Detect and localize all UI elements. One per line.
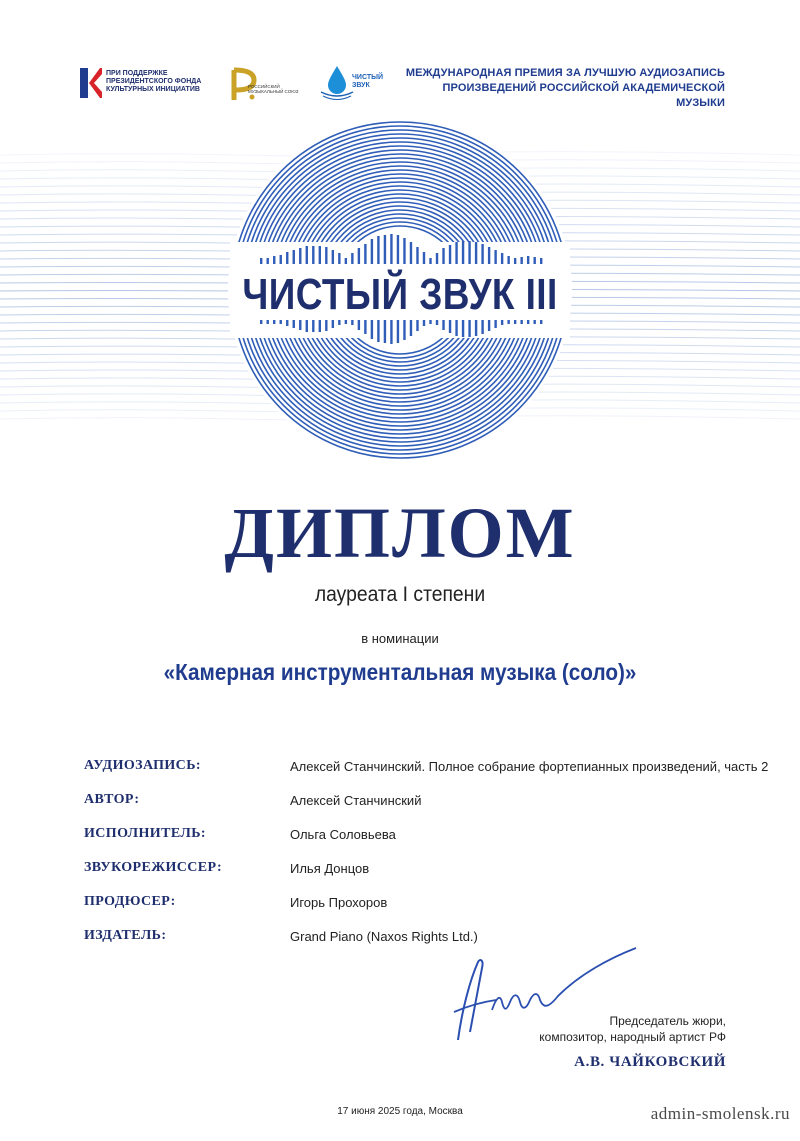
wave-bar	[286, 320, 288, 326]
wave-bar	[540, 258, 542, 264]
presidential-fund-icon	[80, 68, 102, 98]
wave-bar	[293, 320, 295, 328]
detail-label: ИСПОЛНИТЕЛЬ:	[84, 826, 206, 841]
wave-bar	[507, 256, 509, 264]
chair-role-line: композитор, народный артист РФ	[539, 1030, 726, 1044]
wave-bar	[468, 320, 470, 337]
wave-bar	[371, 239, 373, 264]
wave-bar	[475, 320, 477, 336]
wave-bar	[507, 320, 509, 324]
wave-bar	[364, 244, 366, 264]
wave-bar	[494, 320, 496, 328]
wave-bar	[267, 258, 269, 264]
brand-title: ЧИСТЫЙ ЗВУК III	[242, 270, 558, 319]
wave-bar	[429, 320, 431, 324]
wave-bar	[390, 234, 392, 264]
prize-title	[395, 66, 725, 111]
wave-bar	[384, 235, 386, 264]
wave-bar	[527, 256, 529, 264]
wave-bar	[410, 320, 412, 336]
wave-bar	[462, 241, 464, 264]
wave-bar	[468, 241, 470, 264]
detail-label: АУДИОЗАПИСЬ:	[84, 758, 201, 773]
wave-bar	[442, 248, 444, 264]
wave-bar	[442, 320, 444, 330]
presidential-fund-logo	[80, 68, 210, 102]
detail-value: Игорь Прохоров	[290, 895, 388, 910]
wave-bar	[488, 247, 490, 264]
wave-bar	[423, 252, 425, 264]
date-place: 17 июня 2025 года, Москва	[337, 1106, 463, 1117]
wave-bar	[514, 320, 516, 324]
wave-bar	[312, 246, 314, 264]
wave-bar	[273, 256, 275, 264]
detail-value: Алексей Станчинский	[290, 793, 422, 808]
wave-bar	[527, 320, 529, 324]
wave-bar	[436, 253, 438, 264]
chair-role-line: Председатель жюри,	[609, 1014, 726, 1028]
wave-bar	[501, 253, 503, 264]
wave-bar	[299, 320, 301, 330]
wave-bar	[501, 320, 503, 325]
wave-bar	[475, 242, 477, 264]
wave-bar	[429, 258, 431, 264]
wave-bar	[449, 320, 451, 333]
wave-bar	[260, 320, 262, 324]
wave-bar	[488, 320, 490, 331]
detail-row	[84, 860, 764, 894]
wave-bar	[306, 320, 308, 332]
wave-bar	[481, 244, 483, 264]
wave-bar	[533, 257, 535, 264]
wave-bar	[299, 248, 301, 264]
wave-bar	[416, 247, 418, 264]
detail-value: Ольга Соловьева	[290, 827, 396, 842]
wave-bar	[345, 258, 347, 264]
prize-title-line: ПРОИЗВЕДЕНИЙ РОССИЙСКОЙ АКАДЕМИЧЕСКОЙ МУЗЫКИ	[442, 82, 725, 109]
wave-bar	[358, 248, 360, 264]
detail-row	[84, 894, 764, 928]
music-union-logo	[230, 66, 310, 102]
site-watermark: admin-smolensk.ru	[650, 1104, 790, 1123]
detail-value: Алексей Станчинский. Полное собрание фортепианных произведений, часть 2	[290, 759, 769, 774]
wave-bar	[286, 252, 288, 264]
wave-bar	[260, 258, 262, 264]
wave-bar	[449, 245, 451, 264]
diploma-heading: ДИПЛОМ	[224, 493, 576, 573]
wave-bar	[319, 246, 321, 264]
prize-title-line: МЕЖДУНАРОДНАЯ ПРЕМИЯ ЗА ЛУЧШУЮ АУДИОЗАПИСЬ	[405, 67, 725, 79]
wave-bar	[533, 320, 535, 324]
union-logo-line: МУЗЫКАЛЬНЫЙ СОЮЗ	[248, 89, 299, 94]
wave-bar	[267, 320, 269, 324]
wave-bar	[332, 250, 334, 264]
wave-bar	[332, 320, 334, 328]
wave-bar	[520, 320, 522, 324]
wave-bar	[351, 253, 353, 264]
detail-value: Grand Piano (Naxos Rights Ltd.)	[290, 929, 478, 944]
clean-sound-logo-line: ЧИСТЫЙ	[352, 74, 383, 81]
jury-chair-name: А.В. ЧАЙКОВСКИЙ	[574, 1054, 726, 1070]
nomination-label: в номинации	[361, 631, 439, 646]
detail-label: ПРОДЮСЕР:	[84, 894, 176, 909]
nomination-title: «Камерная инструментальная музыка (соло)»	[163, 659, 637, 685]
wave-bar	[384, 320, 386, 343]
detail-row	[84, 826, 764, 860]
support-logo-line: ПРЕЗИДЕНТСКОГО ФОНДА	[106, 78, 202, 85]
clean-sound-logo-line: ЗВУК	[352, 82, 370, 89]
wave-bar	[325, 320, 327, 331]
wave-bar	[377, 236, 379, 264]
jury-chair-title	[426, 1013, 726, 1045]
detail-value: Илья Донцов	[290, 861, 370, 876]
wave-bar	[397, 235, 399, 264]
wave-bar	[481, 320, 483, 334]
wave-bar	[403, 238, 405, 264]
union-logo-line: РОССИЙСКИЙ	[248, 84, 280, 89]
wave-bar	[390, 320, 392, 344]
award-details	[84, 758, 769, 962]
wave-bar	[423, 320, 425, 326]
wave-bar	[280, 255, 282, 264]
detail-label: АВТОР:	[84, 792, 140, 807]
wave-bar	[293, 250, 295, 264]
wave-bar	[462, 320, 464, 337]
wave-bar	[319, 320, 321, 332]
wave-bar	[494, 250, 496, 264]
wave-bar	[455, 320, 457, 336]
wave-bar	[403, 320, 405, 340]
detail-label: ЗВУКОРЕЖИССЕР:	[84, 860, 223, 875]
wave-bar	[280, 320, 282, 324]
wave-bar	[514, 258, 516, 264]
wave-bar	[397, 320, 399, 343]
wave-bar	[273, 320, 275, 324]
support-logo-line: ПРИ ПОДДЕРЖКЕ	[106, 70, 168, 77]
wave-bar	[338, 253, 340, 264]
wave-bar	[351, 320, 353, 325]
wave-bar	[371, 320, 373, 339]
wave-bar	[377, 320, 379, 342]
wave-bar	[364, 320, 366, 334]
detail-label: ИЗДАТЕЛЬ:	[84, 928, 167, 943]
water-drop-icon	[320, 62, 354, 102]
wave-bar	[436, 320, 438, 325]
wave-bar	[325, 247, 327, 264]
laureate-degree: лауреата I степени	[314, 583, 486, 606]
wave-bar	[345, 320, 347, 324]
wave-bar	[358, 320, 360, 330]
wave-bar	[416, 320, 418, 331]
wave-bar	[520, 257, 522, 264]
support-logo-line: КУЛЬТУРНЫХ ИНИЦИАТИВ	[106, 86, 200, 93]
wave-bar	[338, 320, 340, 325]
detail-row	[84, 928, 764, 962]
wave-bar	[455, 242, 457, 264]
detail-row	[84, 758, 769, 792]
wave-bar	[540, 320, 542, 324]
wave-bar	[410, 242, 412, 264]
clean-sound-logo	[320, 62, 400, 102]
wave-bar	[306, 246, 308, 264]
detail-row	[84, 792, 764, 826]
wave-bar	[312, 320, 314, 332]
